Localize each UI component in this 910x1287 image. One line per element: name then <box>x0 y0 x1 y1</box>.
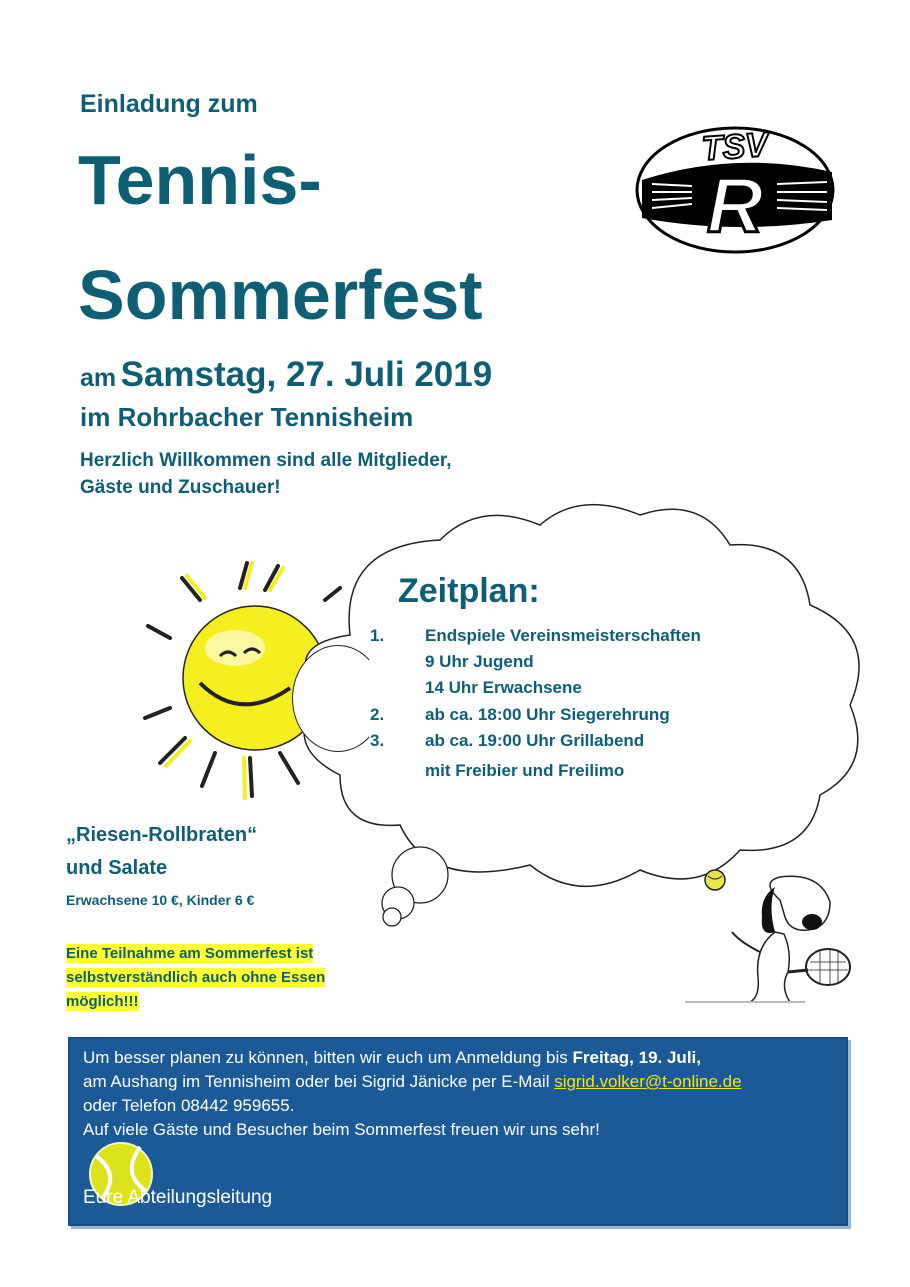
schedule-item <box>370 650 534 674</box>
info-line-3: oder Telefon 08442 959655. <box>83 1096 295 1115</box>
schedule-item <box>370 759 624 783</box>
title-line-2: Sommerfest <box>78 256 483 334</box>
title-line-1: Tennis- <box>78 141 322 219</box>
schedule-item-text: ab ca. 18:00 Uhr Siegerehrung <box>425 705 670 724</box>
intro-text: Einladung zum <box>80 90 258 118</box>
notice-line-1: Eine Teilnahme am Sommerfest ist <box>66 945 314 962</box>
schedule-item-text: Endspiele Vereinsmeisterschaften <box>425 626 701 645</box>
event-date: Samstag, 27. Juli 2019 <box>120 355 493 394</box>
registration-deadline: Freitag, 19. Juli, <box>572 1048 701 1067</box>
food-line-2: und Salate <box>66 857 168 879</box>
schedule-item-number: 1. <box>370 626 385 645</box>
schedule-item-text: 9 Uhr Jugend <box>425 652 534 671</box>
schedule-item <box>370 729 644 753</box>
signoff: Eure Abteilungsleitung <box>83 1187 273 1208</box>
welcome-line-1: Herzlich Willkommen sind alle Mitglieder, <box>80 450 452 471</box>
schedule-title: Zeitplan: <box>398 572 540 610</box>
schedule-item-number: 3. <box>370 731 385 750</box>
notice-highlight <box>66 942 366 1014</box>
schedule-item-number: 2. <box>370 705 385 724</box>
schedule-item <box>370 676 582 700</box>
info-line-4: Auf viele Gäste und Besucher beim Sommerfest freuen wir uns sehr! <box>83 1120 600 1139</box>
schedule-item <box>370 624 701 648</box>
food-line-1: „Riesen-Rollbraten“ <box>66 824 258 846</box>
info-line-2 <box>83 1071 742 1093</box>
email-link[interactable]: sigrid.volker@t-online.de <box>554 1072 742 1091</box>
registration-info-box <box>68 1037 848 1226</box>
tsv-logo-icon <box>632 110 838 260</box>
info-line-1 <box>83 1047 701 1069</box>
venue: im Rohrbacher Tennisheim <box>80 402 414 432</box>
food-price: Erwachsene 10 €, Kinder 6 € <box>66 892 255 908</box>
logo-r-letter: R <box>706 161 764 249</box>
welcome-line-2: Gäste und Zuschauer! <box>80 477 281 498</box>
schedule-item <box>370 703 670 727</box>
date-prefix: am <box>80 364 117 392</box>
schedule-item-text: mit Freibier und Freilimo <box>425 761 625 780</box>
notice-line-2: selbstverständlich auch ohne Essen <box>66 969 326 986</box>
date-line <box>80 355 492 395</box>
notice-line-3: möglich!!! <box>66 993 139 1010</box>
schedule-item-text: 14 Uhr Erwachsene <box>425 678 582 697</box>
logo-tsv-text: TSV <box>700 125 770 169</box>
schedule-item-text: ab ca. 19:00 Uhr Grillabend <box>425 731 645 750</box>
welcome-text <box>80 447 451 501</box>
info-line-1-text: Um besser planen zu können, bitten wir euch um Anmeldung bis <box>83 1048 573 1067</box>
info-line-2-text: am Aushang im Tennisheim oder bei Sigrid Jänicke per E-Mail <box>83 1072 555 1091</box>
snoopy-tennis-icon <box>680 862 860 1012</box>
